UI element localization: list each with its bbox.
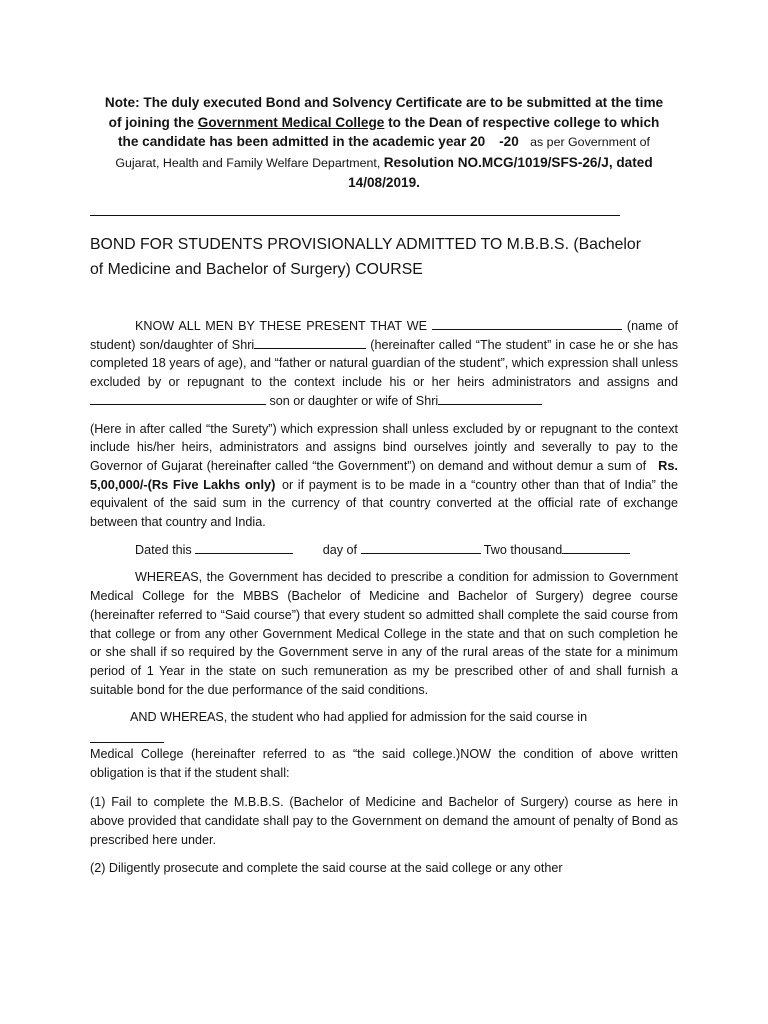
surety-relation-blank[interactable] xyxy=(438,392,542,405)
paragraph-and-whereas-continued xyxy=(90,728,678,782)
government-medical-college-text: Government Medical College xyxy=(197,114,385,130)
dated-text-c: Two thousand xyxy=(480,542,563,557)
dated-text-b: day of xyxy=(319,542,361,557)
submission-note xyxy=(82,93,686,193)
paragraph-surety xyxy=(90,420,678,532)
bond-title xyxy=(90,232,690,282)
note-gov-text: as per Government of xyxy=(530,135,650,149)
paragraph-whereas: WHEREAS, the Government has decided to prescribe a condition for admission to Government Medical College for the MBBS (Bachelor of Medicine and Bachelor of Surgery) degree course (hereinafter referred to “Said course”) that every student so admitted shall complete the said course from that college or from any other Government Medical College in the state and that on such completion he or she shall if so required by the Government serve in any of the rural areas of the state for a minimum period of 1 Year in the state on such remuneration as my be prescribed other of and shall furnish a suitable bond for the due performance of the said conditions. xyxy=(90,570,678,697)
father-name-blank[interactable] xyxy=(254,336,366,349)
dated-line xyxy=(90,541,678,560)
paragraph-and-whereas xyxy=(90,708,678,727)
bond-title-course: COURSE xyxy=(355,261,423,278)
bond-amount: Rs. 5,00,000/-(Rs Five Lakhs only) xyxy=(90,457,678,492)
note-line-1: Note: The duly executed Bond and Solvency Certificate are to be submitted at the time xyxy=(104,95,664,110)
note-department-text: Gujarat, Health and Family Welfare Department, xyxy=(115,155,384,170)
para4-text-b: Medical College (hereinafter referred to as “the said college.)NOW the condition of above written obligation is that if the student shall: xyxy=(90,747,678,780)
medical-college-name-blank[interactable] xyxy=(90,728,164,743)
para1-text-d: son or daughter or wife of Shri xyxy=(266,393,439,408)
para2-text-a: (Here in after called “the Surety”) which expression shall unless excluded by or repugnant to the context include his/her heirs, administrators and assigns bind ourselves jointly and severally to pay to the Governor of Gujarat (hereinafter called “the Government”) on demand and without demur a sum of xyxy=(90,421,678,473)
note-line-2-end: to the Dean of respective college to which xyxy=(384,114,660,130)
para1-text-c: (hereinafter called “The student” in case he or she has completed 18 years of age), and “father or natural guardian of the student”, which expression shall unless excluded by or repugnant to the context include his or her heirs administrators and assigns and xyxy=(90,337,679,390)
date-month-blank[interactable] xyxy=(361,541,481,554)
condition-1: (1) Fail to complete the M.B.B.S. (Bachelor of Medicine and Bachelor of Surgery) course as here in above provided that candidate shall pay to the Government on demand the amount of penalty of Bond as prescribed here under. xyxy=(90,795,678,847)
bond-title-line2: of Medicine and Bachelor of Surgery) xyxy=(90,261,356,278)
note-resolution: Resolution NO.MCG/1019/SFS-26/J, dated xyxy=(383,154,653,170)
note-academic-year-start: the candidate has been admitted in the academic year 20 xyxy=(117,134,486,149)
note-academic-year-end: -20 xyxy=(499,134,519,149)
paragraph-know-all-men xyxy=(90,317,678,411)
bond-body xyxy=(90,317,678,877)
para4-text-a: AND WHEREAS, the student who had applied for admission for the said course in xyxy=(130,710,588,725)
bond-title-regular: (Bachelor xyxy=(568,236,641,253)
horizontal-divider xyxy=(90,215,620,216)
note-line-2-start: of joining the xyxy=(108,114,198,130)
note-resolution-date: 14/08/2019. xyxy=(348,175,420,190)
dated-text-a: Dated this xyxy=(135,542,196,557)
student-name-blank[interactable] xyxy=(432,317,622,330)
date-day-blank[interactable] xyxy=(195,541,293,554)
date-year-blank[interactable] xyxy=(562,541,630,554)
para2-text-b: or if payment is to be made in a “country other than that of India” the equivalent of the said sum in the currency of that country converted at the official rate of exchange between that country and India. xyxy=(90,477,678,530)
surety-name-blank[interactable] xyxy=(90,392,266,405)
para1-text-a: KNOW ALL MEN BY THESE PRESENT THAT WE xyxy=(135,319,432,333)
bond-title-bold: BOND FOR STUDENTS PROVISIONALLY ADMITTED TO M.B.B.S. xyxy=(90,236,569,253)
condition-2: (2) Diligently prosecute and complete the said course at the said college or any other xyxy=(90,860,563,875)
para1-text-b: (name of student) son/daughter of Shri xyxy=(90,319,679,352)
